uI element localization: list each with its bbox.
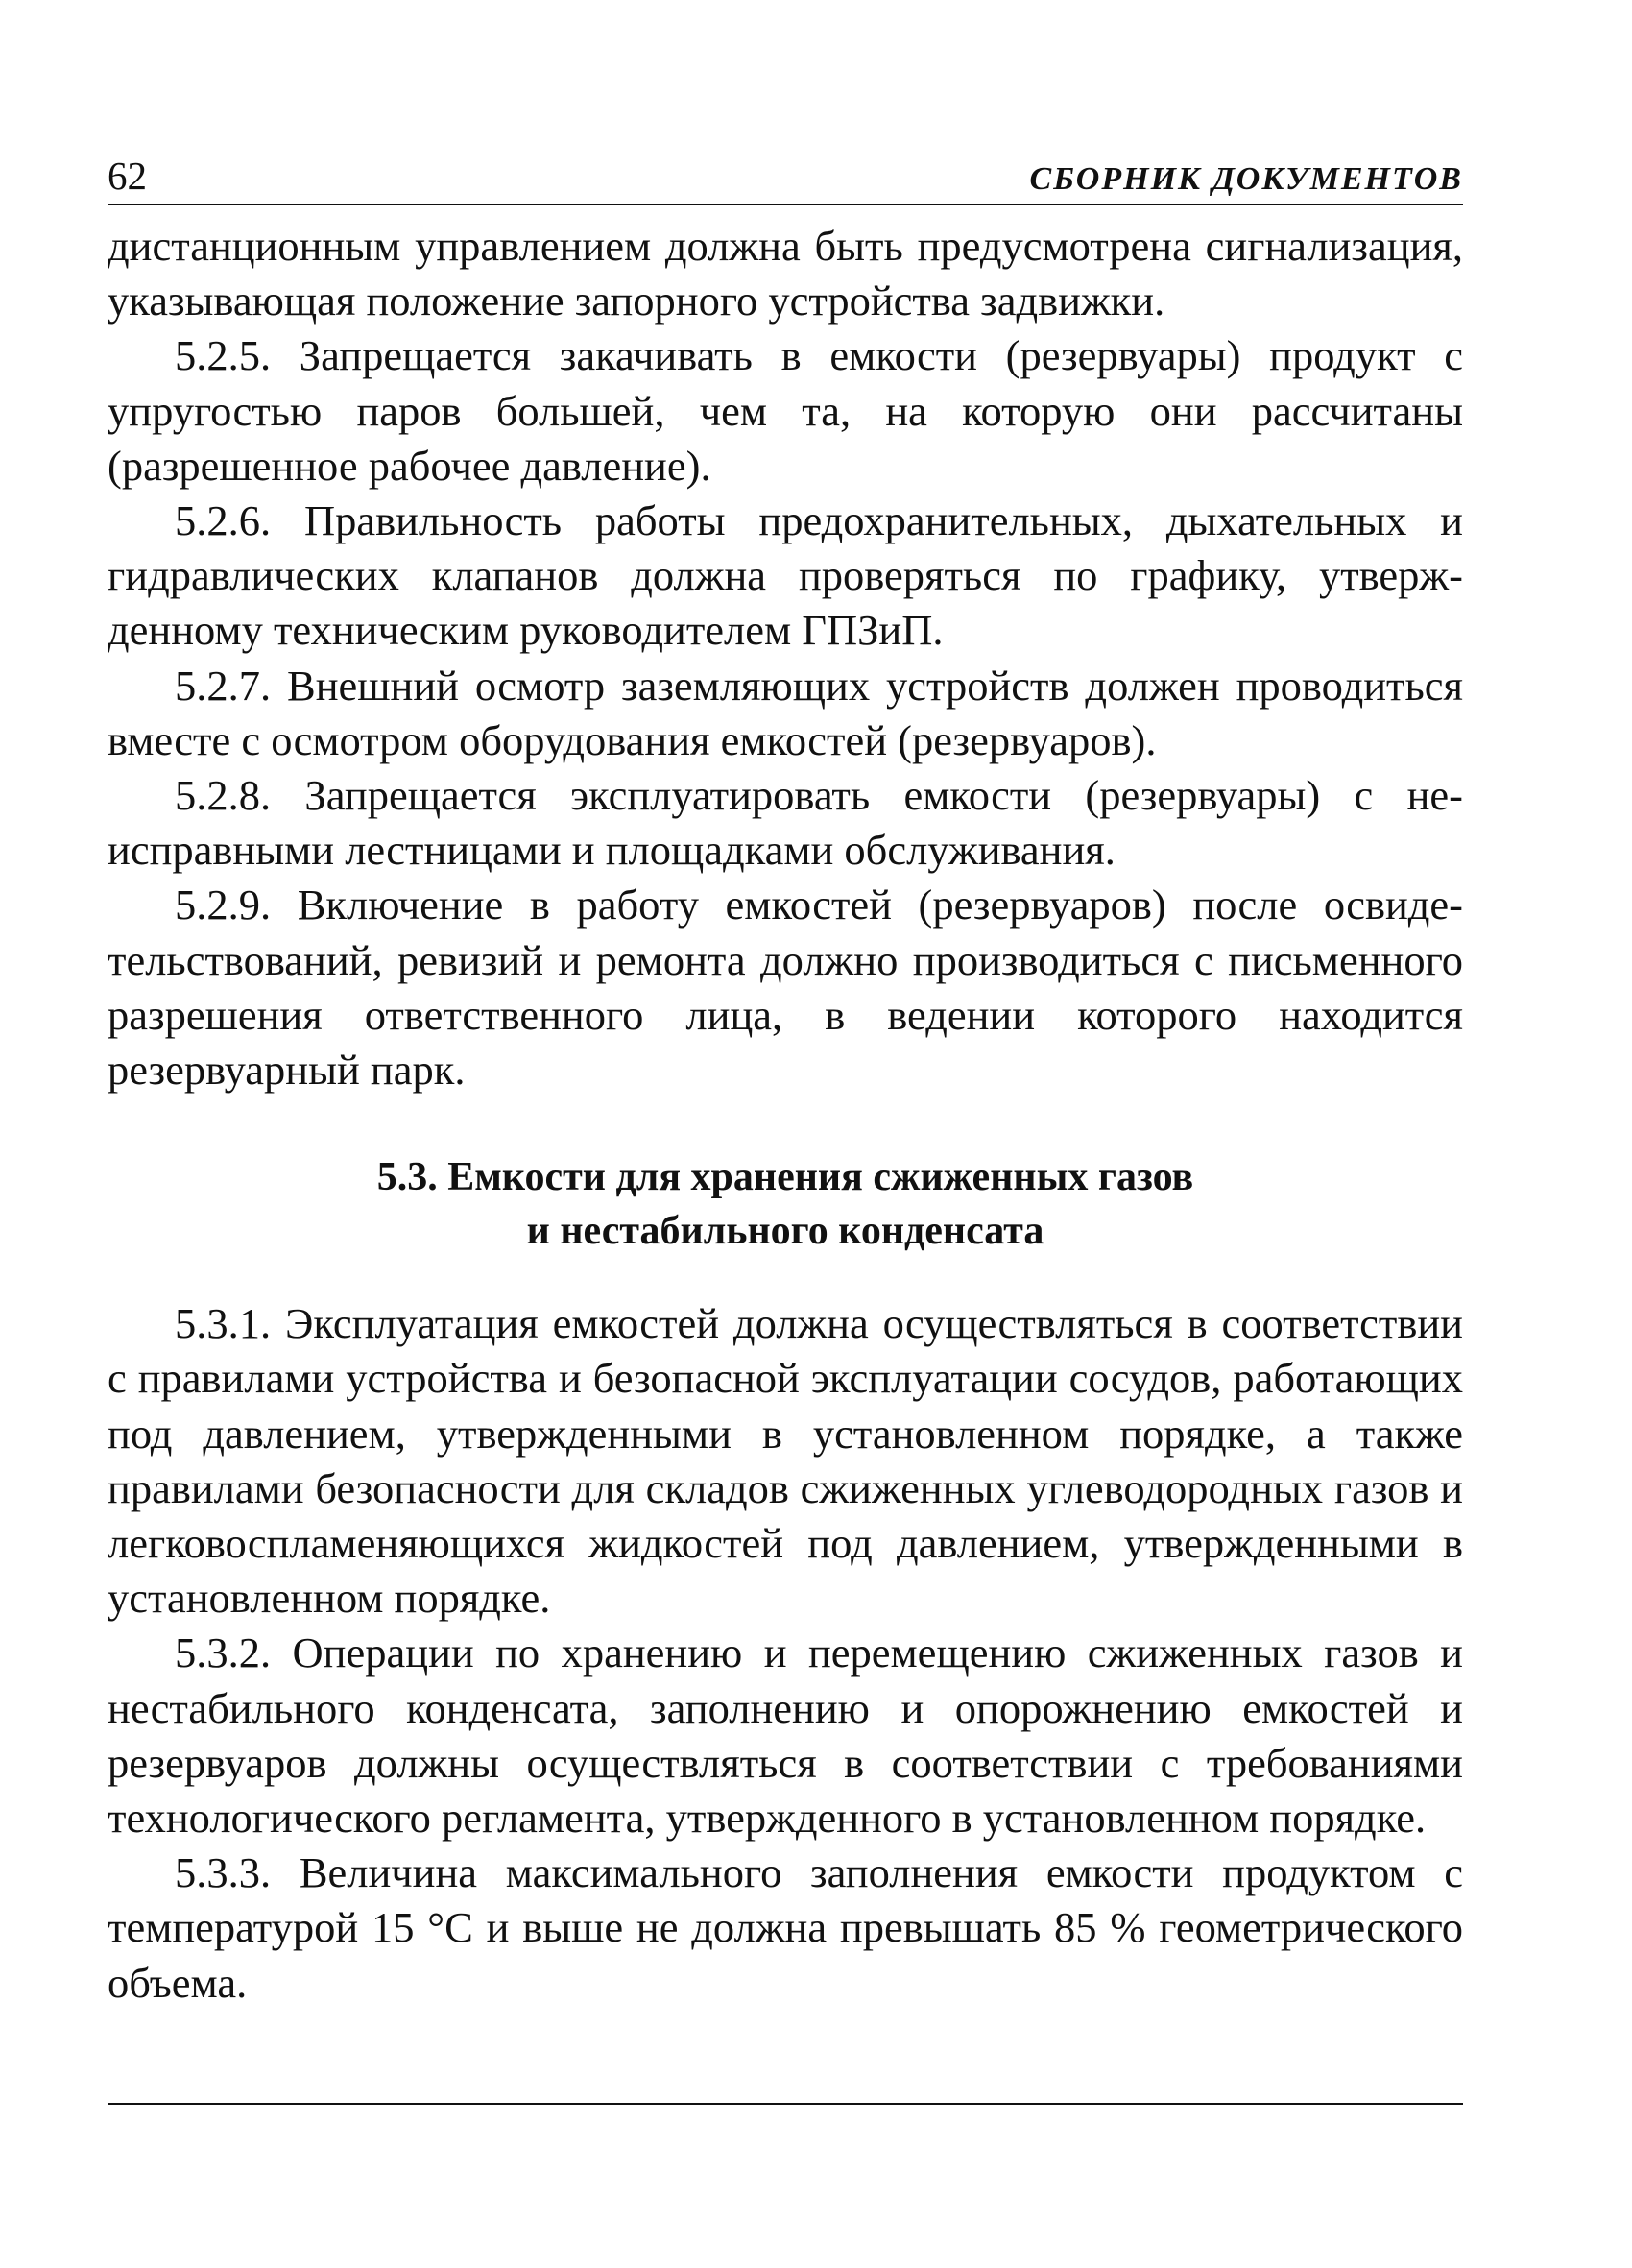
paragraph-5-3-1: 5.3.1. Эксплуатация емкостей должна осуществляться в соответствии с правилами устройства и безопасной эксплуатации сосудов, работающих под давлением, утвержденными в установленном порядке, а также правилами безопасности для складов сжиженных углеводородных газов и легковоспламеняющихся жидкостей под давлением, утвержденными в установленном порядке. xyxy=(108,1299,1463,1623)
paragraph-5-2-6: 5.2.6. Правильность работы предохранительных, дыхательных и гидравлических клапанов должна проверяться по графику, утвержденному техническим руководителем ГПЗиП. xyxy=(108,496,1463,655)
section-title-line-2: и нестабильного конденсата xyxy=(526,1209,1044,1254)
paragraph-continuation: дистанционным управлением должна быть предусмотрена сигнализация, указывающая положение запорного устройства задвижки. xyxy=(108,222,1463,326)
paragraph-5-3-2: 5.3.2. Операции по хранению и перемещению сжиженных газов и нестабильного конденсата, заполнению и опорожнению емкостей и резервуаров должны осуществляться в соответствии с требованиями технологического регламента, утвержденного в установленном порядке. xyxy=(108,1629,1463,1843)
paragraph-5-2-9: 5.2.9. Включение в работу емкостей (резервуаров) после освидетельствований, ревизий и ремонта должно производиться с письменного разрешения ответственного лица, в ведении которого находится резервуарный парк. xyxy=(108,881,1463,1095)
footer-rule xyxy=(108,2103,1463,2105)
paragraph-5-3-3: 5.3.3. Величина максимального заполнения емкости продуктом с температурой 15 °С и выше не должна превышать 85 % геометрического объема. xyxy=(108,1848,1463,2007)
paragraph-5-2-7: 5.2.7. Внешний осмотр заземляющих устройств должен проводиться вместе с осмотром оборудования емкостей (резервуаров). xyxy=(108,661,1463,764)
paragraph-5-2-8: 5.2.8. Запрещается эксплуатировать емкости (резервуары) с неисправными лестницами и площадками обслуживания. xyxy=(108,771,1463,875)
page-number: 62 xyxy=(108,154,147,198)
section-title-line-1: 5.3. Емкости для хранения сжиженных газов xyxy=(376,1155,1194,1200)
paragraph-5-2-5: 5.2.5. Запрещается закачивать в емкости (резервуары) продукт с упругостью паров большей, чем та, на которую они рассчитаны (разрешенное рабочее давление). xyxy=(108,331,1463,490)
page-header xyxy=(108,144,1463,205)
section-title xyxy=(108,1150,1463,1258)
page-body xyxy=(108,219,1463,2011)
running-head: СБОРНИК ДОКУМЕНТОВ xyxy=(1029,161,1463,197)
